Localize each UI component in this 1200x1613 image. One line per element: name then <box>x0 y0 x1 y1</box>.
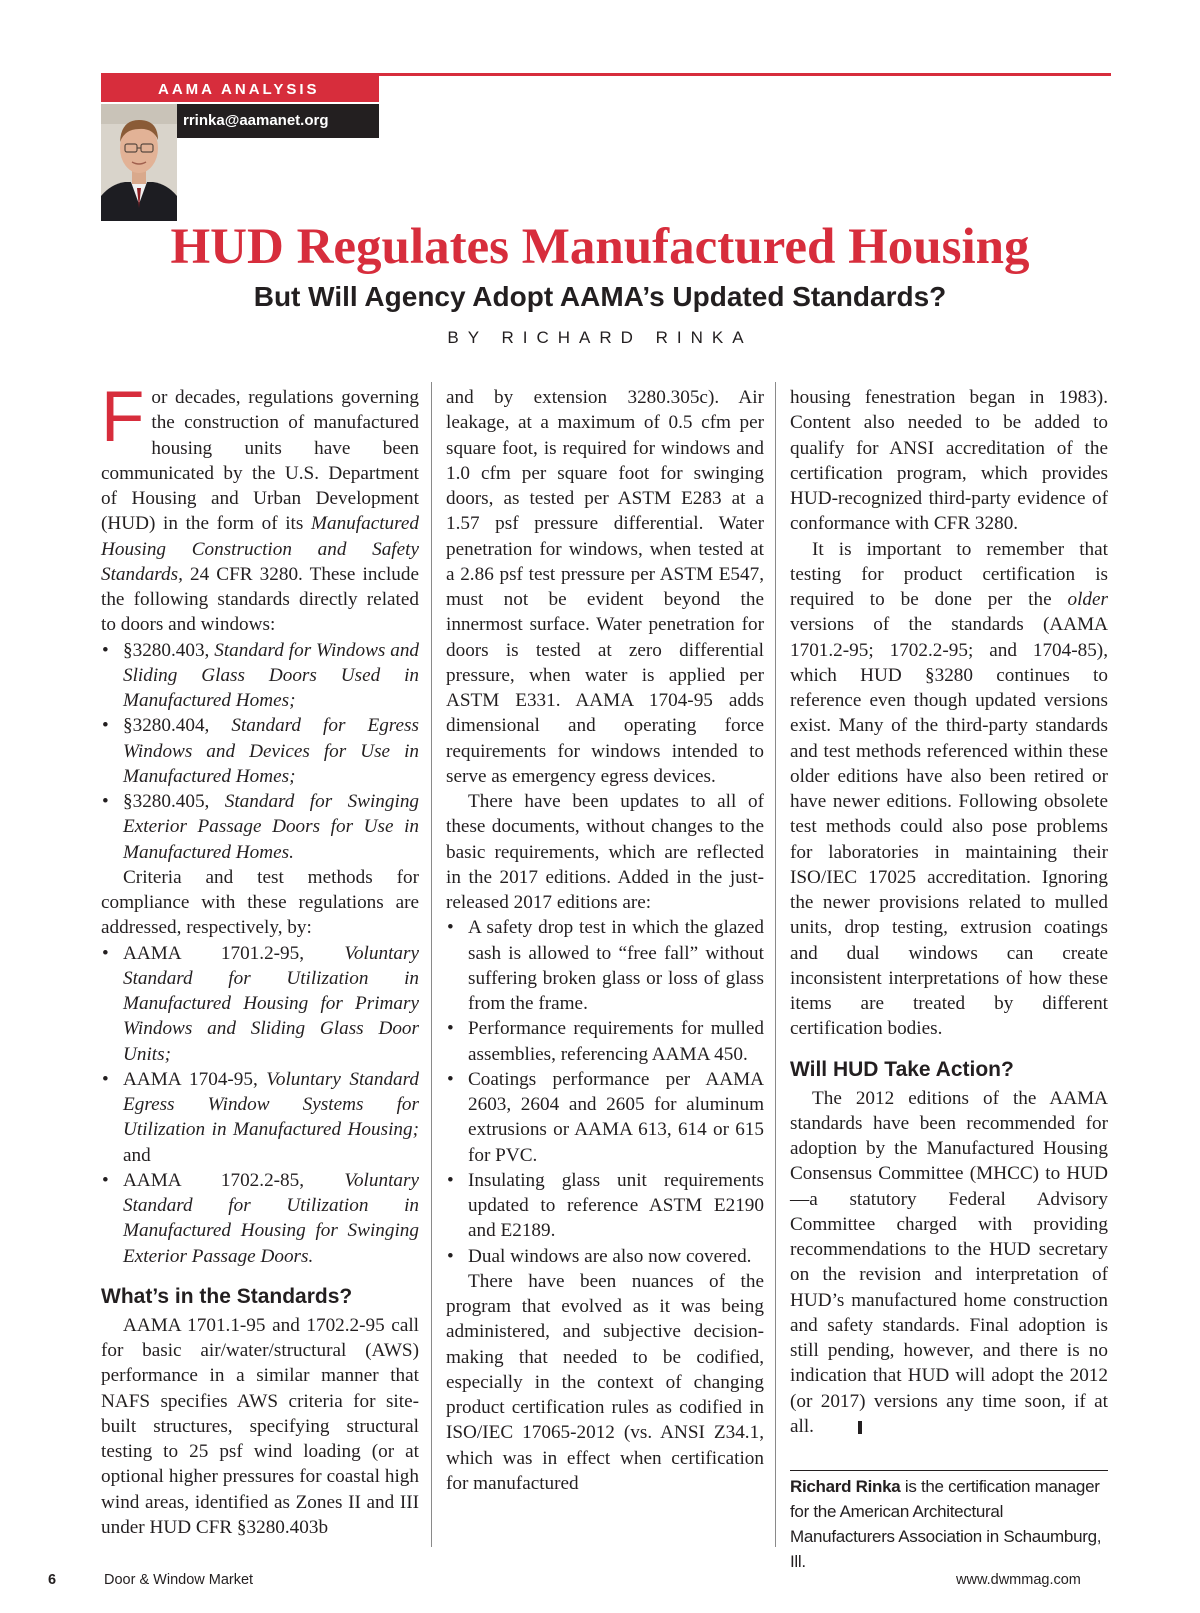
testing-text-end: versions of the standards (AAMA 1701.2-95; 1702.2-95; and 1704-85), which HUD §3280 continues to reference even though updated versions exist. Many of the third-party standards and test methods referenced within these older editions have also been retired or have newer editions. Following obsolete test methods could also pose problems for laboratories in maintaining their ISO/IEC 17025 accreditation. Ignoring the newer provisions related to mulled units, drop testing, extrusion coatings and dual windows can create inconsistent interpretations of how these items are treated by different certification bodies. <box>790 614 1108 1040</box>
standard-title: Standard for Windows and Sliding Glass Doors Used in Manufactured Homes; <box>123 639 420 711</box>
criteria-paragraph: Criteria and test methods for compliance with these regulations are addressed, respectively, by: <box>101 866 419 939</box>
bio-text: is the certification manager for the American Architectural Manufacturers Association in Schaumburg, Ill. <box>790 1477 1102 1571</box>
intro-text-end: 24 CFR 3280. These include the following standards directly related to doors and windows: <box>101 563 419 636</box>
testing-text: It is important to remember that testing for product certification is required to be done per the <box>790 538 1108 610</box>
article-byline: BY RICHARD RINKA <box>447 328 753 347</box>
section-heading: What’s in the Standards? <box>101 1284 353 1308</box>
page-number: 6 <box>48 1572 57 1588</box>
standard-code: AAMA 1701.2-95, <box>123 942 345 964</box>
standards-paragraph: AAMA 1701.1-95 and 1702.2-95 call for basic air/water/structural (AWS) performance in a similar manner that NAFS specifies AWS criteria for site-built structures, specifying structural testing to 25 psf wind loading (or at optional higher pressures for coastal high wind areas, identified as Zones II and III under HUD CFR §3280.403b <box>101 1314 419 1538</box>
nuances-paragraph: There have been nuances of the program that evolved as it was being administered, and subjective decision-making that needed to be codified, especially in the context of changing product certification rules as codified in ISO/IEC 17065-2012 (vs. ANSI Z34.1, which was in effect when certification for manufactured <box>446 1270 764 1494</box>
adoption-paragraph <box>790 1086 1108 1440</box>
author-bio <box>790 1474 1112 1574</box>
standard-title: Voluntary Standard for Utilization in Manufactured Housing for Swinging Exterior Passage Doors. <box>123 1169 419 1267</box>
bio-rule <box>790 1470 1108 1471</box>
column-3 <box>790 385 1108 1439</box>
requirements-paragraph: and by extension 3280.305c). Air leakage, at a maximum of 0.5 cfm per square foot, is required for windows and 1.0 cfm per square foot for swinging doors, as tested per ASTM E283 at a 1.57 psf pressure differential. Water penetration for windows, when tested at a 2.86 psf test pressure per ASTM E547, must not be evident beyond the innermost surface. Water penetration for doors is tested at zero differential pressure, when water is applied per ASTM E331. AAMA 1704-95 adds dimensional and operating force requirements for windows intended to serve as emergency egress devices. <box>446 387 764 787</box>
intro-text: or decades, regulations governing the construction of manufactured housing units have been communicated by the U.S. Department of Housing and Urban Development (HUD) in the form of its <box>101 387 419 535</box>
list-item <box>123 638 419 714</box>
list-item: • Performance requirements for mulled assemblies, referencing AAMA 450. <box>468 1016 764 1067</box>
column-2 <box>446 385 764 1496</box>
adoption-text: The 2012 editions of the AAMA standards have been recommended for adoption by the Manufactured Housing Consensus Committee (MHCC) to HUD—a statutory Federal Advisory Committee charged with providing recommendations to the HUD secretary on the revision and interpretation of HUD’s manufactured home construction and safety standards. Final adoption is still pending, however, and there is no indication that HUD will adopt the 2012 (or 2017) versions any time soon, if at all. <box>790 1087 1108 1437</box>
list-item <box>123 941 419 1067</box>
list-item <box>123 789 419 865</box>
author-email[interactable]: rrinka@aamanet.org <box>177 104 379 138</box>
updates-paragraph: There have been updates to all of these documents, without changes to the basic requirements, which are reflected in the 2017 editions. Added in the just-released 2017 editions are: <box>446 791 764 913</box>
standard-code: §3280.404, <box>123 715 232 737</box>
list-item <box>123 1067 419 1168</box>
standard-code: §3280.405, <box>123 791 225 812</box>
column-divider-2 <box>775 382 776 1547</box>
standard-title: Standard for Swinging Exterior Passage Doors for Use in Manufactured Homes. <box>123 791 420 863</box>
column-1 <box>101 378 420 1540</box>
testing-paragraph <box>790 537 1108 1042</box>
section-heading: Will HUD Take Action? <box>790 1057 1014 1081</box>
article-title: HUD Regulates Manufactured Housing <box>170 219 1030 275</box>
bio-name: Richard Rinka <box>790 1477 901 1496</box>
list-item <box>123 713 419 789</box>
list-item: • A safety drop test in which the glazed sash is allowed to “free fall” without suffering broken glass or loss of glass from the frame. <box>468 915 764 1016</box>
publication-name: Door & Window Market <box>104 1572 254 1588</box>
column-divider-1 <box>431 382 432 1547</box>
standard-title: Voluntary Standard for Utilization in Manufactured Housing for Primary Windows and Sliding Glass Door Units; <box>123 942 419 1065</box>
aama-standards-list <box>101 941 419 1269</box>
drop-cap: F <box>101 378 145 457</box>
standard-title: Voluntary Standard Egress Window Systems for Utilization in Manufactured Housing; <box>123 1068 419 1141</box>
fenestration-paragraph: housing fenestration began in 1983). Content also needed to be added to qualify for ANSI accreditation of the certification program, which provides HUD-recognized third-party evidence of conformance with CFR 3280. <box>790 387 1108 535</box>
standard-code: AAMA 1702.2-85, <box>123 1169 345 1191</box>
intro-paragraph <box>101 378 419 638</box>
publication-url[interactable]: www.dwmmag.com <box>956 1572 1081 1588</box>
list-item: • Dual windows are also now covered. <box>468 1244 764 1269</box>
list-item <box>123 1168 419 1269</box>
list-item: • Insulating glass unit requirements updated to reference ASTM E2190 and E2189. <box>468 1168 764 1244</box>
standard-title: Standard for Egress Windows and Devices for Use in Manufactured Homes; <box>123 715 419 787</box>
article-subtitle: But Will Agency Adopt AAMA’s Updated Standards? <box>253 281 947 312</box>
list-item: • Coatings performance per AAMA 2603, 2604 and 2605 for aluminum extrusions or AAMA 613, 614 or 615 for PVC. <box>468 1067 764 1168</box>
list-tail: and <box>123 1144 151 1166</box>
intro-emphasis: Manufactured Housing Construction and Safety Standards, <box>101 513 419 585</box>
hud-standards-list <box>101 638 419 865</box>
end-of-article-mark <box>858 1421 862 1434</box>
updates-list <box>446 915 764 1269</box>
section-label: AAMA ANALYSIS <box>101 76 379 102</box>
standard-code: §3280.403, <box>123 639 215 661</box>
author-photo <box>101 104 177 221</box>
testing-emphasis: older <box>1067 589 1108 610</box>
standard-code: AAMA 1704-95, <box>123 1068 267 1090</box>
author-portrait-image <box>101 104 177 221</box>
